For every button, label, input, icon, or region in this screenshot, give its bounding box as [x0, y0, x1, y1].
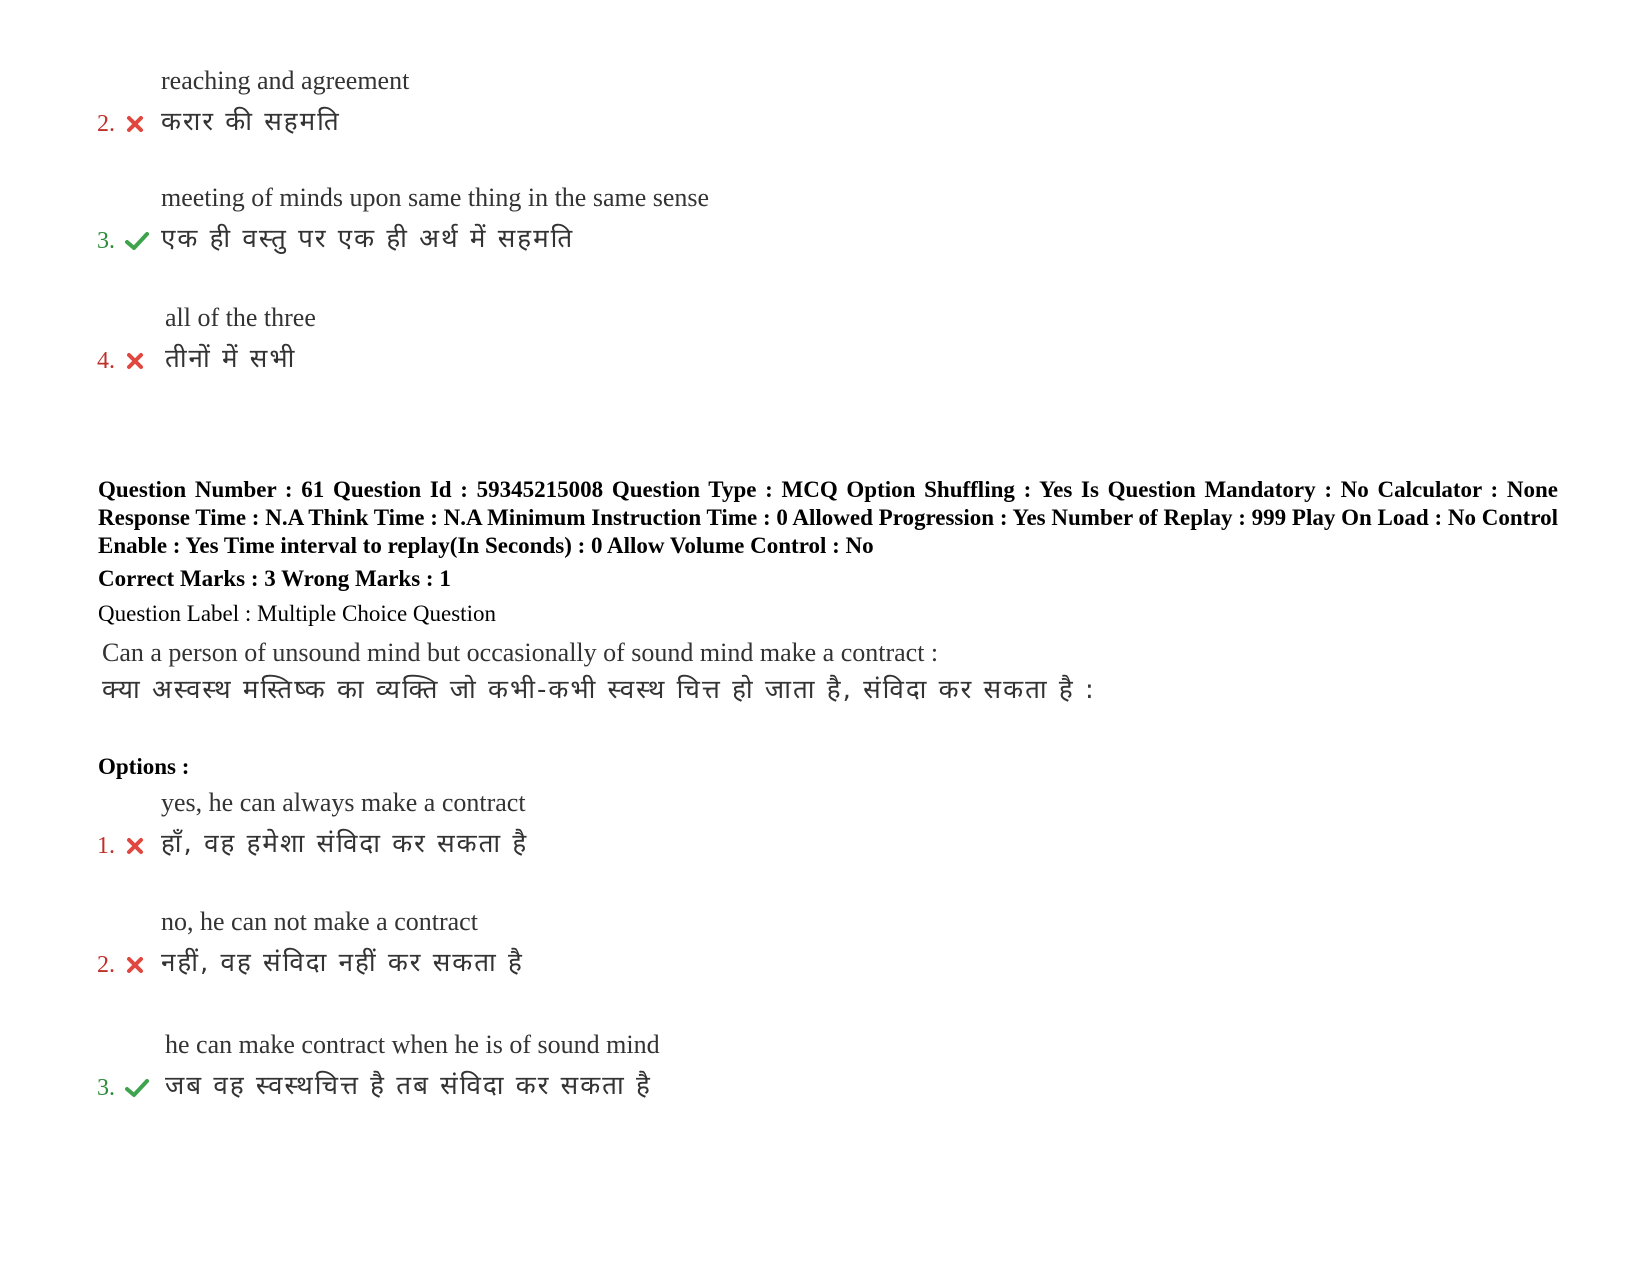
- option-text-en: reaching and agreement: [161, 66, 410, 95]
- option-text-en: yes, he can always make a contract: [161, 788, 526, 817]
- options-label: Options :: [98, 754, 190, 779]
- check-icon: [125, 231, 149, 251]
- check-icon: [125, 1078, 149, 1098]
- option-text-hi: नहीं, वह संविदा नहीं कर सकता है: [161, 948, 524, 978]
- option-text-en: no, he can not make a contract: [161, 907, 478, 936]
- option-text-en: he can make contract when he is of sound mind: [165, 1030, 660, 1059]
- question-meta: Question Number : 61 Question Id : 59345215008 Question Type : MCQ Option Shuffling : Yes Is Question Mandatory : No Calculator : None Response Time : N.A Think Time : N.A Minimum Instruction Time : 0 Allowed Progression : Yes Number of Replay : 999 Play On Load : No Control Enable : Yes Time interval to replay(In Seconds) : 0 Allow Volume Control : No: [98, 477, 1558, 558]
- cross-icon: [125, 114, 145, 134]
- option-number: 4.: [97, 348, 115, 374]
- option-text-hi: एक ही वस्तु पर एक ही अर्थ में सहमति: [161, 224, 575, 254]
- cross-icon: [125, 955, 145, 975]
- option-text-en: meeting of minds upon same thing in the same sense: [161, 183, 710, 212]
- option-number: 3.: [97, 1075, 115, 1101]
- option-text-hi: हाँ, वह हमेशा संविदा कर सकता है: [161, 829, 529, 859]
- option-number: 1.: [97, 833, 115, 859]
- option-text-en: all of the three: [165, 303, 316, 332]
- option-2: [97, 907, 997, 987]
- question-marks: Correct Marks : 3 Wrong Marks : 1: [98, 566, 451, 591]
- cross-icon: [125, 836, 145, 856]
- option-number: 3.: [97, 228, 115, 254]
- option-text-hi: करार की सहमति: [161, 107, 341, 137]
- option-text-hi: जब वह स्वस्थचित्त है तब संविदा कर सकता है: [165, 1071, 652, 1101]
- question-text-hi: क्या अस्वस्थ मस्तिष्क का व्यक्ति जो कभी-कभी स्वस्थ चित्त हो जाता है, संविदा कर सकता है :: [102, 675, 1096, 705]
- question-text-en: Can a person of unsound mind but occasionally of sound mind make a contract :: [102, 638, 939, 667]
- option-number: 2.: [97, 952, 115, 978]
- option-1: [97, 788, 997, 868]
- option-3: [97, 1030, 997, 1110]
- prev-option-3: [97, 183, 997, 263]
- option-number: 2.: [97, 111, 115, 137]
- option-text-hi: तीनों में सभी: [165, 344, 297, 374]
- cross-icon: [125, 351, 145, 371]
- prev-option-4: [97, 303, 997, 383]
- prev-option-2: [97, 66, 997, 146]
- question-label: Question Label : Multiple Choice Question: [98, 601, 496, 626]
